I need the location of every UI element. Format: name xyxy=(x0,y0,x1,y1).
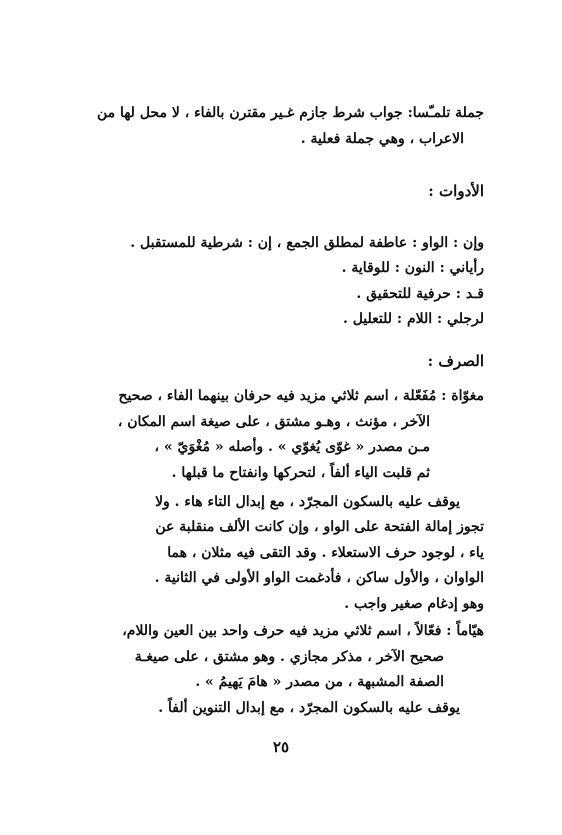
sarf-line-10: هيّاماً : فعّالاً ، اسم ثلاثي مزيد فيه حرف واحد بين العين واللام، xyxy=(122,623,484,639)
sarf-line-13: يوقف عليه بالسكون المجرّد ، مع إبدال التنوين ألفاً . xyxy=(158,700,460,716)
sarf-line-7: ياء ، لوجود حرف الاستعلاء . وقد التقى فيه مثلان ، هما xyxy=(167,545,484,561)
page-number: ٢٥ xyxy=(272,738,290,756)
sarf-line-2: الآخر ، مؤنث ، وهـو مشتق ، على صيغة اسم المكان ، xyxy=(117,414,430,430)
adawat-line-3: قـد : حرفية للتحقيق . xyxy=(356,286,484,302)
sarf-line-4: ثم قلبت الياء ألفاً ، لتحركها وانفتاح ما قبلها . xyxy=(171,465,430,481)
section-heading-adawat: الأدوات : xyxy=(428,182,484,200)
adawat-line-4: لرجلي : اللام : للتعليل . xyxy=(342,311,484,327)
sarf-line-6: تجوز إمالة الفتحة على الواو ، وإن كانت الألف منقلبة عن xyxy=(155,519,484,535)
intro-line-2: الاعراب ، وهي جملة فعلية . xyxy=(300,131,464,147)
sarf-line-5: يوقف عليه بالسكون المجرّد ، مع إبدال التاء هاء . ولا xyxy=(155,494,460,510)
sarf-line-8: الواوان ، والأول ساكن ، فأدغمت الواو الأولى في الثانية . xyxy=(154,570,484,586)
sarf-line-11: صحيح الآخر ، مذكر مجازي . وهو مشتق ، على صيغـة xyxy=(134,649,444,665)
sarf-line-1: مغوّاة : مُفَعّلة ، اسم ثلاثي مزيد فيه حرفان بينهما الفاء ، صحيح xyxy=(118,388,484,404)
adawat-line-2: رأياني : النون : للوقاية . xyxy=(341,260,484,276)
intro-line-1: جملة تلمـّسا: جواب شرط جازم غـير مقترن بالفاء ، لا محل لها من xyxy=(96,105,484,121)
sarf-line-3: مـن مصدر « غوّى يُغوّي » . وأصله « مُغْوَيّ » ، xyxy=(154,439,430,455)
section-heading-sarf: الصرف : xyxy=(427,352,484,370)
adawat-line-1: وإن : الواو : عاطفة لمطلق الجمع ، إن : شرطية للمستقبل . xyxy=(130,235,484,251)
sarf-line-9: وهو إدغام صغير واجب . xyxy=(344,596,484,612)
sarf-line-12: الصفة المشبهة ، من مصدر « هامَ يَهيمُ » . xyxy=(195,674,444,690)
